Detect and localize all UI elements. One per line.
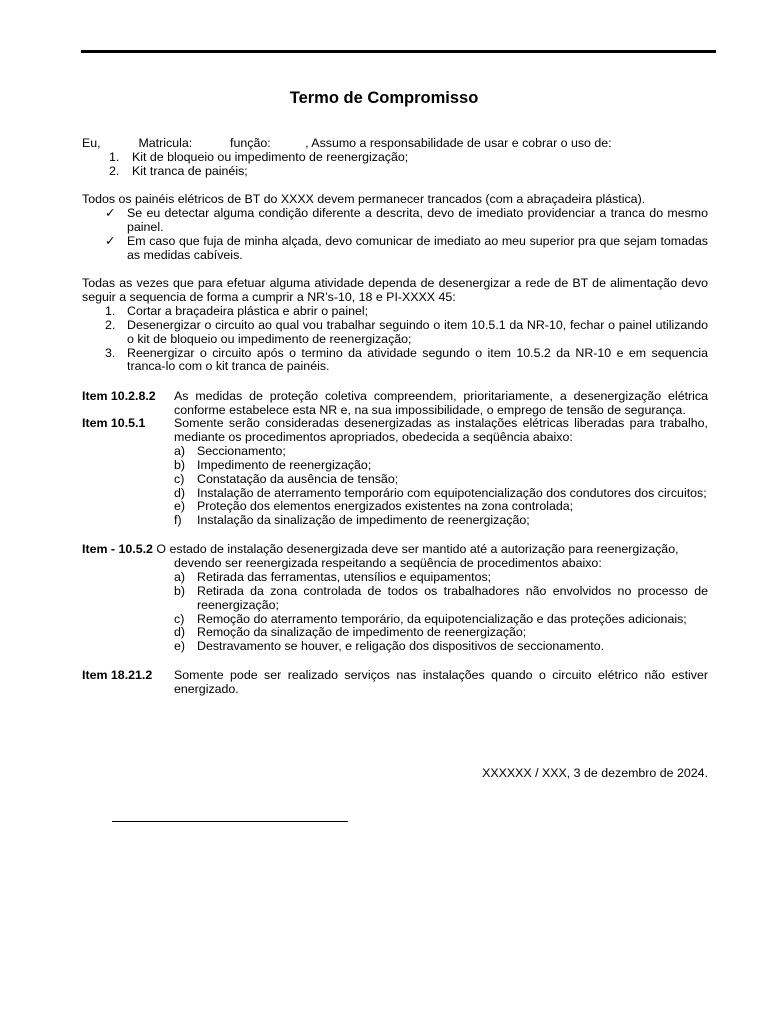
list-text: Desenergizar o circuito ao qual vou trabalhar seguindo o item 10.5.1 da NR-10, fechar o painel utilizando o kit de bloqueio ou impedimento de reenergização; — [127, 317, 708, 346]
list-item — [174, 640, 708, 654]
list-text: Retirada da zona controlada de todos os trabalhadores não envolvidos no processo de reenergização; — [197, 583, 708, 612]
check-icon: ✓ — [105, 233, 116, 248]
list-marker: c) — [174, 471, 185, 486]
list-text: Instalação da sinalização de impedimento de reenergização; — [197, 513, 530, 528]
item-text: Somente serão consideradas desenergizadas as instalações elétricas liberadas para trabalho, mediante os procedimentos apropriados, obedecida a seqüência abaixo: — [174, 416, 708, 444]
list-marker: c) — [174, 611, 185, 626]
list-item — [174, 487, 708, 501]
list-text: Constatação da ausência de tensão; — [197, 471, 399, 486]
list-text: Kit de bloqueio ou impedimento de reenergização; — [132, 149, 409, 164]
list-marker: 3. — [105, 345, 116, 360]
list-marker: 2. — [109, 163, 120, 178]
list-item — [174, 626, 708, 640]
signature-line — [112, 821, 348, 822]
list-item — [174, 445, 708, 459]
list-marker: d) — [174, 625, 186, 640]
list-text: Reenergizar o circuito após o termino da atividade segundo o item 10.5.2 da NR-10 e em sequencia tranca-lo com o kit tranca de painéis. — [127, 345, 708, 374]
item-text-second: devendo ser reenergizada respeitando a seqüência de procedimentos abaixo: — [174, 555, 602, 570]
item-label: Item 10.2.8.2 — [82, 389, 156, 403]
list-marker: 1. — [105, 303, 116, 318]
list-text: Impedimento de reenergização; — [197, 457, 372, 472]
list-marker: f) — [174, 513, 182, 528]
item-10-2-8-2 — [82, 390, 708, 418]
panels-line: Todos os painéis elétricos de BT do XXXX devem permanecer trancados (com a abraçadeira plástica). — [82, 192, 646, 206]
place-date: XXXXXX / XXX, 3 de dezembro de 2024. — [482, 766, 708, 780]
document-title: Termo de Compromisso — [289, 89, 479, 107]
check-text: Se eu detectar alguma condição diferente a descrita, devo de imediato providenciar a tranca do mesmo painel. — [127, 205, 708, 234]
list-item — [82, 305, 708, 319]
check-item — [82, 235, 708, 263]
list-text: Proteção dos elementos energizados existentes na zona controlada; — [197, 499, 574, 514]
check-text: Em caso que fuja de minha alçada, devo comunicar de imediato ao meu superior pra que sejam tomadas as medidas cabíveis. — [127, 233, 708, 262]
item-label: Item - 10.5.2 — [82, 542, 153, 556]
list-item — [174, 500, 708, 514]
list-item — [174, 613, 708, 627]
list-marker: d) — [174, 485, 186, 500]
list-marker: e) — [174, 499, 186, 514]
intro-line: Eu, Matricula: função: , Assumo a responsabilidade de usar e cobrar o uso de: — [82, 136, 612, 150]
list-marker: b) — [174, 583, 186, 598]
list-text: Retirada das ferramentas, utensílios e equipamentos; — [197, 569, 492, 584]
item-label: Item 18.21.2 — [82, 668, 153, 682]
list-item — [174, 514, 708, 528]
list-item — [82, 165, 708, 179]
list-text: Instalação de aterramento temporário com equipotencialização dos condutores dos circuitos; — [197, 485, 707, 500]
check-icon: ✓ — [105, 205, 116, 220]
list-marker: b) — [174, 457, 186, 472]
panels-section — [82, 193, 708, 263]
list-text: Remoção da sinalização de impedimento de reenergização; — [197, 625, 527, 640]
item-18-21-2 — [82, 669, 708, 697]
list-text: Seccionamento; — [197, 443, 286, 458]
item-label: Item 10.5.1 — [82, 416, 146, 430]
item-10-5-2 — [82, 543, 708, 654]
list-item — [174, 459, 708, 473]
list-marker: a) — [174, 443, 186, 458]
item-text: Somente pode ser realizado serviços nas instalações quando o circuito elétrico não estiver energizado. — [174, 668, 708, 696]
sequence-line: Todas as vezes que para efetuar alguma atividade dependa de desenergizar a rede de BT de alimentação devo seguir a sequencia de forma a cumprir a NR’s-10, 18 e PI-XXXX 45: — [82, 276, 708, 304]
item-text: As medidas de proteção coletiva compreendem, prioritariamente, a desenergização elétrica conforme estabelece esta NR e, na sua impossibilidade, o emprego de tensão de segurança. — [174, 389, 708, 417]
item-text-first: O estado de instalação desenergizada deve ser mantido até a autorização para reenergização, — [156, 542, 679, 556]
list-marker: 2. — [105, 317, 116, 332]
list-item — [82, 347, 708, 375]
intro-section — [82, 137, 708, 179]
sequence-section — [82, 277, 708, 374]
top-rule — [81, 50, 716, 53]
item-10-5-1 — [82, 417, 708, 528]
list-text: Cortar a braçadeira plástica e abrir o painel; — [127, 303, 369, 318]
list-marker: 1. — [109, 149, 120, 164]
list-text: Kit tranca de painéis; — [132, 163, 248, 178]
list-marker: a) — [174, 569, 186, 584]
list-text: Remoção do aterramento temporário, da equipotencialização e das proteções adicionais; — [197, 611, 687, 626]
list-text: Destravamento se houver, e religação dos dispositivos de seccionamento. — [197, 639, 605, 654]
list-item — [82, 319, 708, 347]
list-marker: e) — [174, 639, 186, 654]
list-item — [174, 571, 708, 585]
check-item — [82, 207, 708, 235]
list-item — [174, 585, 708, 613]
list-item — [82, 151, 708, 165]
list-item — [174, 473, 708, 487]
